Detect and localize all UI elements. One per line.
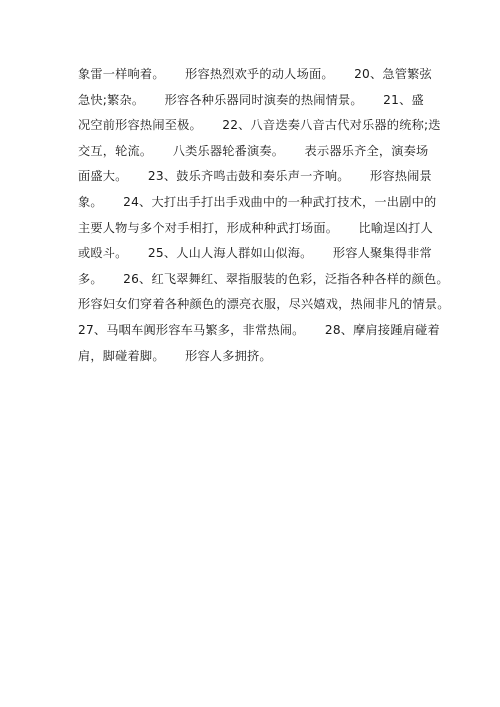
text-line: 况空前形容热闹至极。 22、八音迭奏八音古代对乐器的统称;迭	[78, 118, 441, 133]
text-line: 形容妇女们穿着各种颜色的漂亮衣服，尽兴嬉戏，热闹非凡的情景。	[78, 297, 450, 312]
text-line: 面盛大。 23、鼓乐齐鸣击鼓和奏乐声一齐响。 形容热闹景	[78, 169, 432, 184]
text-line: 或殴斗。 25、人山人海人群如山似海。 形容人聚集得非常	[78, 246, 432, 261]
body-text	[78, 62, 450, 369]
text-line: 急快;繁杂。 形容各种乐器同时演奏的热闹情景。 21、盛	[78, 92, 424, 107]
text-line: 肩，脚碰着脚。 形容人多拥挤。	[78, 348, 272, 363]
text-line: 交互，轮流。 八类乐器轮番演奏。 表示器乐齐全，演奏场	[78, 143, 429, 158]
text-line: 象雷一样响着。 形容热烈欢乎的动人场面。 20、急管繁弦	[78, 67, 432, 81]
text-line: 多。 26、红飞翠舞红、翠指服装的色彩，泛指各种各样的颜色。	[78, 271, 449, 286]
text-line: 象。 24、大打出手打出手戏曲中的一种武打技术，一出剧中的	[78, 194, 437, 209]
text-line: 27、马咽车阗形容车马繁多，非常热闹。 28、摩肩接踵肩碰着	[78, 322, 440, 337]
text-line: 主要人物与多个对手相打，形成种种武打场面。 比喻逞凶打人	[78, 220, 433, 235]
